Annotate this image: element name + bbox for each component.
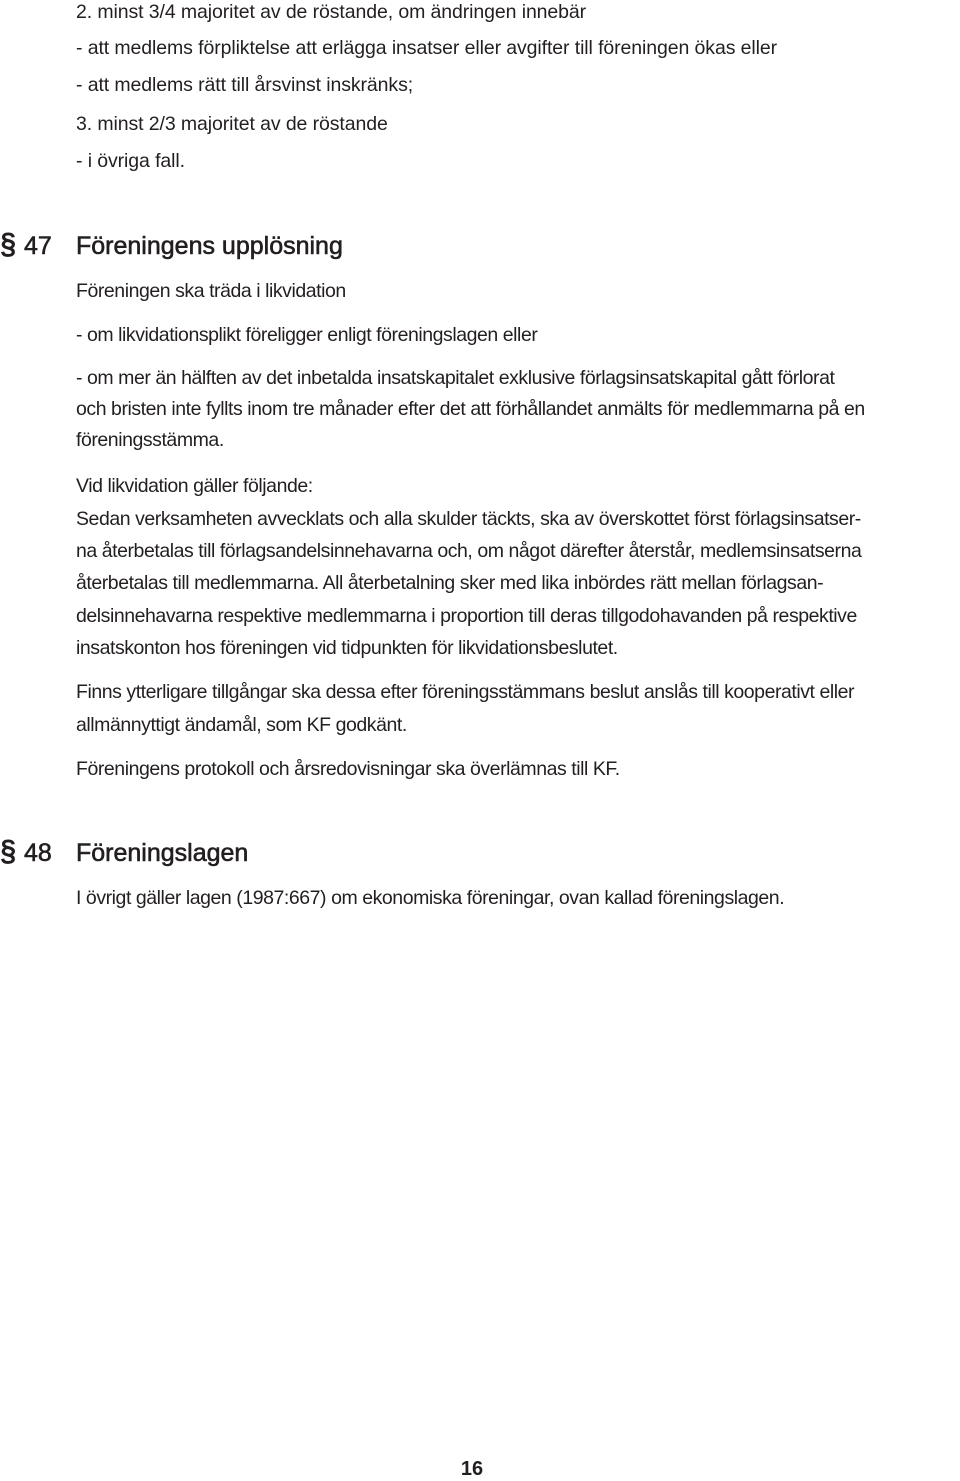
list-item: - i övriga fall.	[76, 150, 185, 172]
section-48-heading	[0, 837, 248, 868]
assets-paragraph-line: Finns ytterligare tillgångar ska dessa efter föreningsstämmans beslut anslås till kooperativt eller	[76, 681, 855, 703]
section-number: 48	[24, 839, 52, 867]
assets-paragraph-line: allmännyttigt ändamål, som KF godkänt.	[76, 714, 407, 736]
list-item: 3. minst 2/3 majoritet av de röstande	[76, 113, 388, 135]
section-47-condition-2-line: och bristen inte fyllts inom tre månader efter det att förhållandet anmälts för medlemmarna på en	[76, 398, 865, 420]
list-item: 2. minst 3/4 majoritet av de röstande, om ändringen innebär	[76, 1, 587, 23]
section-47-condition-2-line: föreningsstämma.	[76, 429, 224, 451]
section-47-intro: Föreningen ska träda i likvidation	[76, 280, 346, 302]
liquidation-paragraph-line: na återbetalas till förlagsandelsinnehavarna och, om något därefter återstår, medlemsinsatserna	[76, 540, 862, 562]
section-title: Föreningslagen	[76, 839, 249, 867]
section-48-text: I övrigt gäller lagen (1987:667) om ekonomiska föreningar, ovan kallad föreningslagen.	[76, 887, 785, 909]
liquidation-paragraph-line: Sedan verksamheten avvecklats och alla skulder täckts, ska av överskottet först förlagsinsatser-	[76, 508, 861, 530]
page-number: 16	[460, 1458, 484, 1480]
section-number: 47	[24, 232, 52, 260]
section-title: Föreningens upplösning	[76, 232, 343, 260]
liquidation-paragraph-line: insatskonton hos föreningen vid tidpunkten för likvidationsbeslutet.	[76, 637, 618, 659]
section-symbol: §	[0, 836, 17, 868]
liquidation-paragraph-line: återbetalas till medlemmarna. All återbetalning sker med lika inbördes rätt mellan förlagsan-	[76, 572, 824, 594]
protocol-paragraph: Föreningens protokoll och årsredovisningar ska överlämnas till KF.	[76, 758, 620, 780]
list-item: - att medlems förpliktelse att erlägga insatser eller avgifter till föreningen ökas eller	[76, 37, 778, 59]
section-47-condition-2-line: - om mer än hälften av det inbetalda insatskapitalet exklusive förlagsinsatskapital gått förlorat	[76, 367, 835, 389]
section-47-heading	[0, 230, 343, 261]
liquidation-heading: Vid likvidation gäller följande:	[76, 475, 313, 497]
section-symbol: §	[0, 229, 17, 261]
list-item: - att medlems rätt till årsvinst inskränks;	[76, 74, 414, 96]
section-47-condition-1: - om likvidationsplikt föreligger enligt föreningslagen eller	[76, 324, 538, 346]
liquidation-paragraph-line: delsinnehavarna respektive medlemmarna i proportion till deras tillgodohavanden på respektive	[76, 605, 857, 627]
